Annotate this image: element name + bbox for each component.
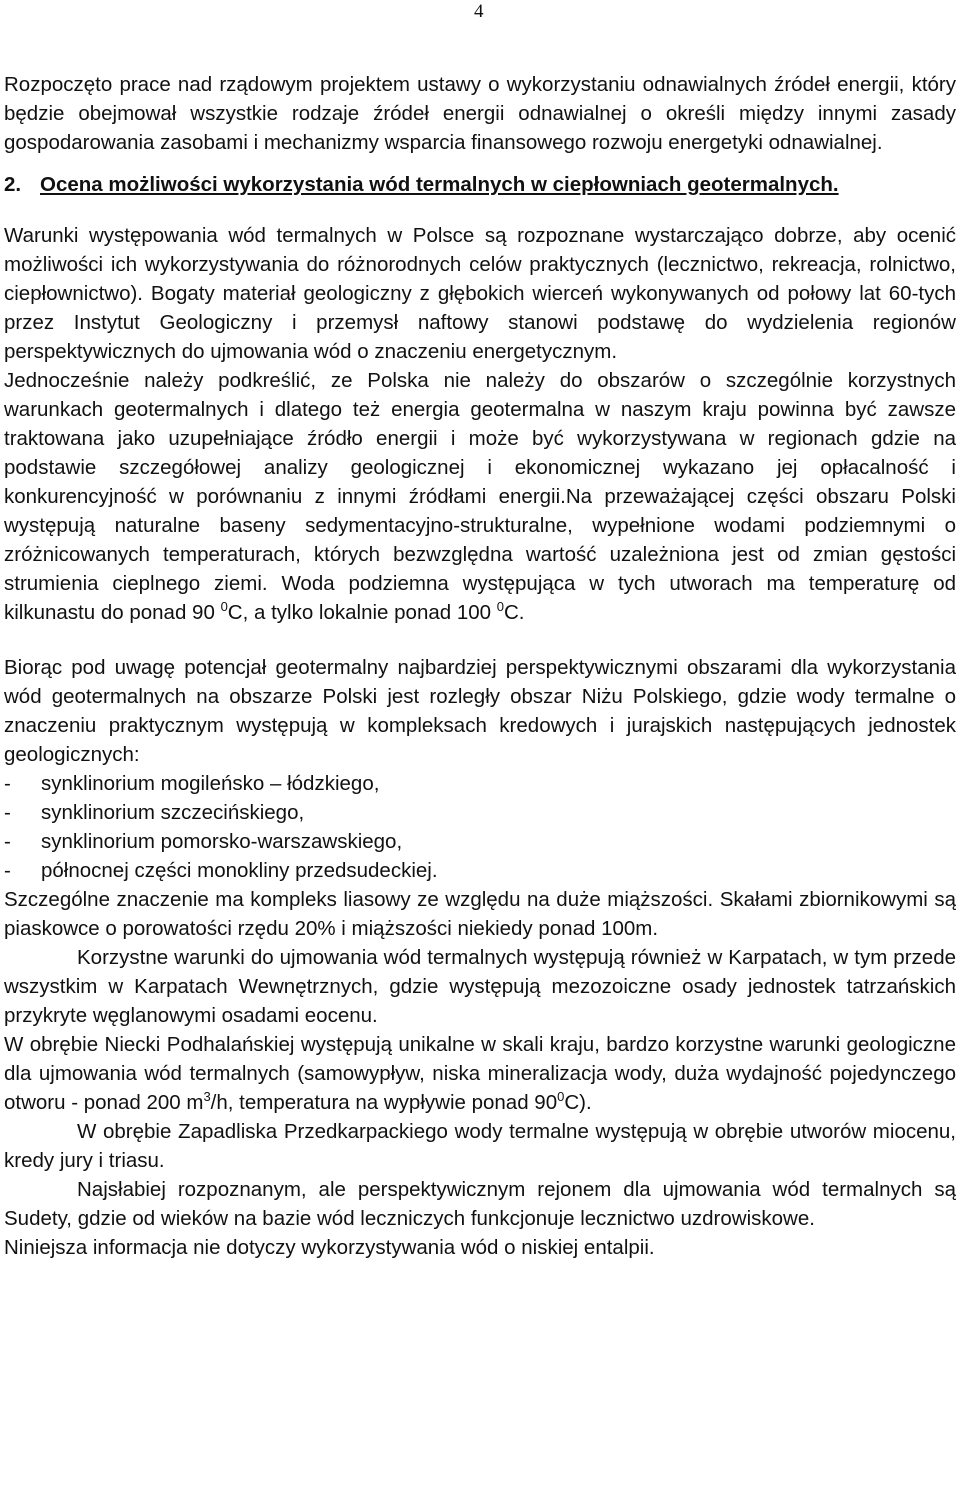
list-dash: - — [4, 772, 11, 795]
section-heading — [4, 171, 956, 199]
paragraph-szczegolne: Szczególne znaczenie ma kompleks liasowy ze względu na duże miąższości. Skałami zbiornikowymi są piaskowce o porowatości rzędu 20% i miąższości niekiedy ponad 100m. — [4, 888, 956, 940]
paragraph-jednoczesnie-mid: C, a tylko lokalnie ponad 100 — [227, 601, 492, 624]
paragraph-niecka-mid: /h, temperatura na wypływie ponad 90 — [210, 1091, 558, 1114]
paragraph-intro: Rozpoczęto prace nad rządowym projektem ustawy o wykorzystaniu odnawialnych źródeł energii, który będzie obejmował wszystkie rodzaje źródeł energii odnawialnej o określi między innymi zasady gospodarowania zasobami i mechanizmy wsparcia finansowego rozwoju energetyki odnawialnej. — [4, 73, 956, 154]
list-item — [4, 798, 956, 827]
paragraph-zapadlisko: W obrębie Zapadliska Przedkarpackiego wody termalne występują w obrębie utworów miocenu, kredy jury i triasu. — [4, 1120, 956, 1172]
paragraph-jednoczesnie-main: Jednocześnie należy podkreślić, ze Polska nie należy do obszarów o szczególnie korzystnych warunkach geotermalnych i dlatego też energia geotermalna w naszym kraju powinna być zawsze traktowana jako uzupełniające źródło energii i może być wykorzystywana w regionach gdzie na podstawie szczegółowej analizy geologicznej i ekonomicznej wykazano jej opłacalność i konkurencyjność w porównaniu z innymi źródłami energii.Na przeważającej części obszaru Polski występują naturalne baseny sedymentacyjno-strukturalne, wypełnione wodami podziemnymi o zróżnicowanych temperaturach, których bezwzględna wartość uzależniona jest od zmian gęstości strumienia cieplnego ziemi. Woda podziemna występująca w tych utworach ma temperaturę od kilkunastu do ponad 90 — [4, 369, 956, 624]
paragraph-niniejsza: Niniejsza informacja nie dotyczy wykorzystywania wód o niskiej entalpii. — [4, 1236, 655, 1259]
list-item-text: synklinorium pomorsko-warszawskiego, — [41, 830, 403, 853]
geological-units-list — [4, 769, 956, 885]
paragraph-sudety: Najsłabiej rozpoznanym, ale perspektywicznym rejonem dla ujmowania wód termalnych są Sudety, gdzie od wieków na bazie wód leczniczych funkcjonuje lecznictwo uzdrowiskowe. — [4, 1178, 956, 1230]
section-heading-number: 2. — [4, 173, 22, 196]
page-number: 4 — [474, 1, 484, 22]
degree-superscript: 0 — [496, 599, 504, 614]
list-dash: - — [4, 830, 11, 853]
list-item-text: synklinorium szczecińskiego, — [41, 801, 305, 824]
list-item — [4, 856, 956, 885]
list-item-text: synklinorium mogileńsko – łódzkiego, — [41, 772, 380, 795]
degree-superscript: 0 — [557, 1089, 565, 1104]
section-heading-text: Ocena możliwości wykorzystania wód termalnych w ciepłowniach geotermalnych. — [40, 173, 839, 196]
paragraph-jednoczesnie — [4, 366, 956, 627]
paragraph-biorac: Biorąc pod uwagę potencjał geotermalny najbardziej perspektywicznymi obszarami dla wykorzystania wód geotermalnych na obszarze Polski jest rozległy obszar Niżu Polskiego, gdzie wody termalne o znaczeniu praktycznym występują w kompleksach kredowych i jurajskich następujących jednostek geologicznych: — [4, 656, 956, 766]
document-body — [4, 70, 956, 1262]
list-item — [4, 769, 956, 798]
paragraph-warunki: Warunki występowania wód termalnych w Polsce są rozpoznane wystarczająco dobrze, aby ocenić możliwości ich wykorzystywania do różnorodnych celów praktycznych (lecznictwo, rekreacja, rolnictwo, ciepłownictwo). Bogaty materiał geologiczny z głębokich wierceń wykonywanych od połowy lat 60-tych przez Instytut Geologiczny i przemysł naftowy stanowi podstawę do wydzielenia regionów perspektywicznych do ujmowania wód o znaczeniu energetycznym. — [4, 224, 956, 363]
paragraph-niecka-end: C). — [564, 1091, 592, 1114]
cubic-superscript: 3 — [203, 1089, 211, 1104]
list-dash: - — [4, 859, 11, 882]
paragraph-niecka — [4, 1030, 956, 1117]
list-item-text: północnej części monokliny przedsudeckiej. — [41, 859, 438, 882]
list-item — [4, 827, 956, 856]
paragraph-korzystne: Korzystne warunki do ujmowania wód termalnych występują również w Karpatach, w tym przede wszystkim w Karpatach Wewnętrznych, gdzie występują mezozoiczne osady jednostek tatrzańskich przykryte węglanowymi osadami eocenu. — [4, 946, 956, 1027]
degree-superscript: 0 — [220, 599, 228, 614]
paragraph-niecka-main: W obrębie Niecki Podhalańskiej występują unikalne w skali kraju, bardzo korzystne warunki geologiczne dla ujmowania wód termalnych (samowypływ, niska mineralizacja wody, duża wydajność pojedynczego otworu - ponad 200 m — [4, 1033, 956, 1114]
list-dash: - — [4, 801, 11, 824]
paragraph-jednoczesnie-end: C. — [504, 601, 525, 624]
